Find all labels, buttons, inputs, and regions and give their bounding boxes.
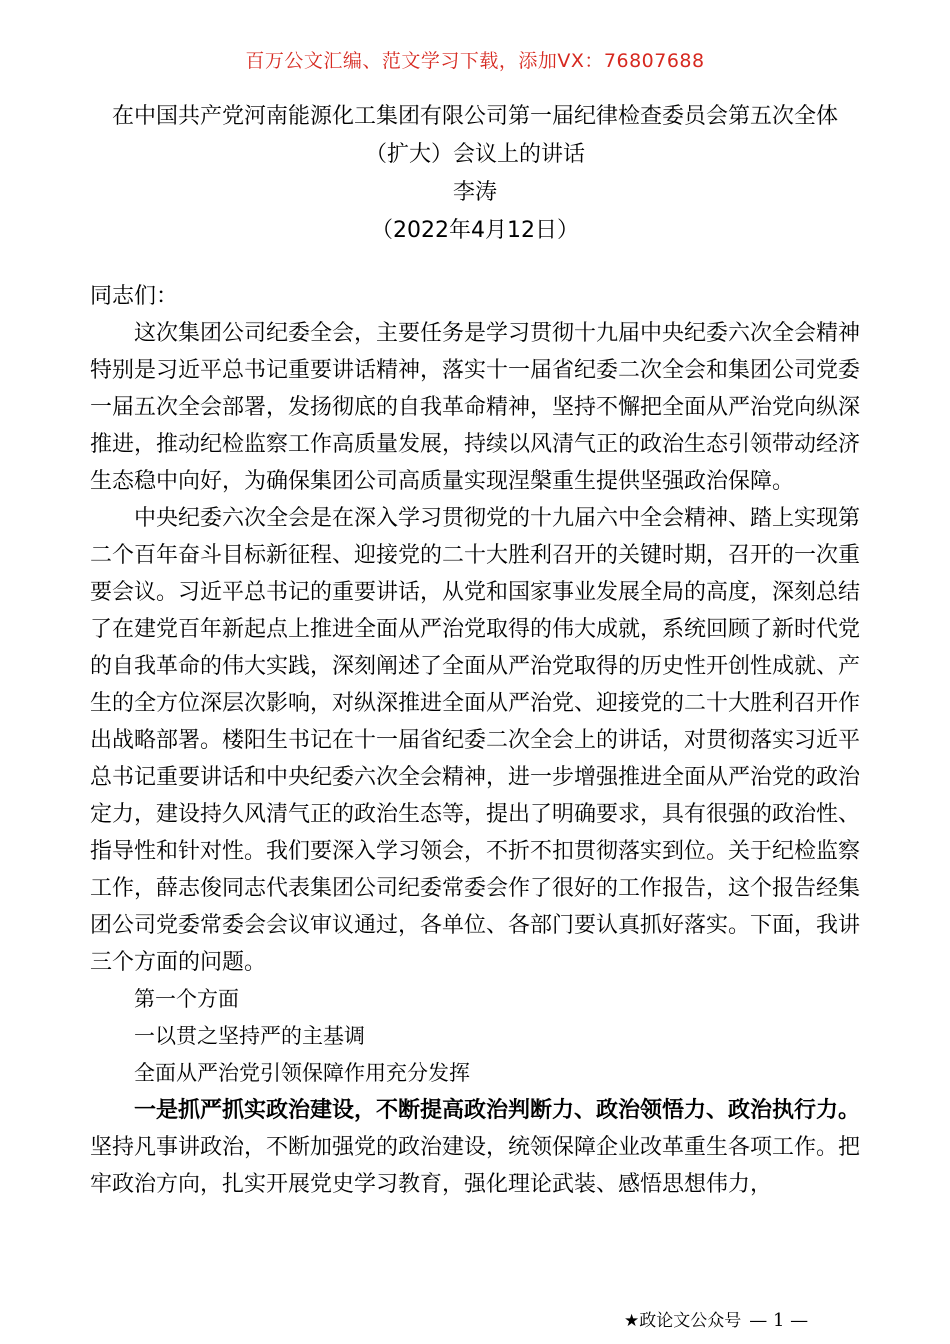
speech-date: （2022年4月12日） xyxy=(371,218,579,243)
footer-source: ★政论文公众号 xyxy=(624,1311,742,1331)
document-body xyxy=(90,278,860,1203)
author-name: 李涛 xyxy=(452,180,497,205)
title-line-2: （扩大）会议上的讲话 xyxy=(364,142,585,167)
section-title: 一以贯之坚持严的主基调 xyxy=(134,1024,365,1048)
paragraph-3-text: 坚持凡事讲政治，不断加强党的政治建设，统领保障企业改革重生各项工作。把牢政治方向，扎实开展党史学习教育，强化理论武装、感悟思想伟力， xyxy=(90,1135,861,1197)
paragraph-2: 中央纪委六次全会是在深入学习贯彻党的十九届六中全会精神、踏上实现第二个百年奋斗目标新征程、迎接党的二十大胜利召开的关键时期，召开的一次重要会议。习近平总书记的重要讲话，从党和国家事业发展全局的高度，深刻总结了在建党百年新起点上推进全面从严治党取得的伟大成就，系统回顾了新时代党的自我革命的伟大实践，深刻阐述了全面从严治党取得的历史性开创性成就、产生的全方位深层次影响，对纵深推进全面从严治党、迎接党的二十大胜利召开作出战略部署。楼阳生书记在十一届省纪委二次全会上的讲话，对贯彻落实习近平总书记重要讲话和中央纪委六次全会精神，进一步增强推进全面从严治党的政治定力，建设持久风清气正的政治生态等，提出了明确要求，具有很强的政治性、指导性和针对性。我们要深入学习领会，不折不扣贯彻落实到位。关于纪检监察工作，薛志俊同志代表集团公司纪委常委会作了很好的工作报告，这个报告经集团公司党委常委会会议审议通过，各单位、各部门要认真抓好落实。下面，我讲三个方面的问题。 xyxy=(90,506,861,975)
section-subtitle: 全面从严治党引领保障作用充分发挥 xyxy=(134,1061,470,1085)
section-label: 第一个方面 xyxy=(134,987,239,1011)
paragraph-3-lead: 一是抓严抓实政治建设，不断提高政治判断力、政治领悟力、政治执行力。 xyxy=(134,1098,861,1123)
paragraph-1: 这次集团公司纪委全会，主要任务是学习贯彻十九届中央纪委六次全会精神特别是习近平总书记重要讲话精神，落实十一届省纪委二次全会和集团公司党委一届五次全会部署，发扬彻底的自我革命精神，坚持不懈把全面从严治党向纵深推进，推动纪检监察工作高质量发展，持续以风清气正的政治生态引领带动经济生态稳中向好，为确保集团公司高质量实现涅槃重生提供坚强政治保障。 xyxy=(90,321,861,494)
page-number: — 1 — xyxy=(749,1310,809,1331)
document-title-block xyxy=(40,98,910,250)
title-line-1: 在中国共产党河南能源化工集团有限公司第一届纪律检查委员会第五次全体 xyxy=(111,104,838,129)
header-watermark-text: 百万公文汇编、范文学习下载，添加VX：76807688 xyxy=(245,50,705,72)
paragraph-3 xyxy=(90,1092,860,1203)
greeting: 同志们： xyxy=(90,284,179,309)
page-footer xyxy=(624,1306,808,1331)
